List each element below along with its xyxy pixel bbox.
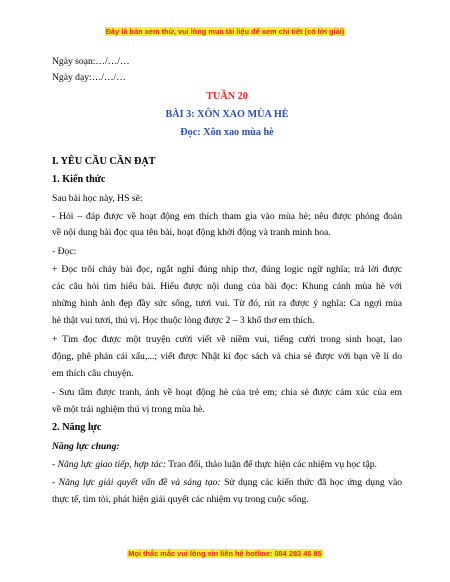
paragraph-line: - Hỏi – đáp được về hoạt động em thích tham gia vào mùa hè; nêu được phỏng đoán	[52, 211, 402, 222]
competence-text: Sử dụng các kiến thức đã học ứng dụng vào	[220, 477, 402, 488]
preview-banner-text: Đây là bản xem thử, vui lòng mua tài liệu để xem chi tiết (có lời giải)	[105, 27, 345, 36]
subsection-knowledge: 1. Kiến thức	[52, 174, 106, 185]
lesson-title: BÀI 3: XÔN XAO MÙA HÈ	[165, 109, 289, 120]
section-heading: I. YÊU CẦU CẦN ĐẠT	[52, 156, 156, 167]
paragraph-line: hè thật vui tươi, thú vị. Học thuộc lòng được 2 – 3 khổ thơ em thích.	[52, 315, 315, 326]
paragraph-line: các câu hỏi tìm hiểu bài. Hiểu được nội dung của bài đọc: Khung cảnh mùa hè với	[52, 281, 402, 292]
paragraph-line: thực tế, tìm tòi, phát hiện giải quyết các nhiệm vụ trong cuộc sống.	[52, 494, 309, 505]
competence-text: Trao đổi, thảo luận để thực hiện các nhiệm vụ học tập.	[166, 459, 377, 470]
paragraph-line: động, phê phán cái xấu,...; viết được Nhật kí đọc sách và chia sẻ được với bạn về lí do	[52, 351, 402, 362]
paragraph-line: - Sưu tầm được tranh, ảnh về hoạt động hè của trẻ em; chia sẻ được cảm xúc của em	[52, 387, 402, 398]
subsection-competence: 2. Năng lực	[52, 422, 102, 433]
hotline-banner-text: Mọi thắc mắc vui lòng xin liên hệ hotline: 084 283 45 85	[128, 549, 322, 558]
paragraph-line: + Đọc trôi chảy bài đọc, ngắt nghỉ đúng nhịp thơ, đúng logic ngữ nghĩa; trả lời được	[52, 264, 402, 275]
paragraph-line: em thích câu chuyện.	[52, 368, 134, 379]
paragraph-line: về một trải nghiệm thú vị trong mùa hè.	[52, 404, 205, 415]
competence-label: - Năng lực giải quyết vấn đề và sáng tạo:	[52, 477, 221, 488]
paragraph-line: về nội dung bài đọc qua tên bài, hoạt động khởi động và tranh minh hoa.	[52, 227, 331, 238]
week-title: TUẦN 20	[206, 91, 248, 102]
competence-label: - Năng lực giao tiếp, hợp tác:	[52, 459, 167, 470]
intro-text: Sau bài học này, HS sẽ:	[52, 193, 143, 204]
competence-item	[52, 477, 402, 489]
preview-banner	[0, 27, 450, 36]
date-prepared: Ngày soạn:…/…/…	[52, 56, 130, 67]
paragraph-line: những hình ảnh đẹp đầy sức sống, tươi vui. Từ đó, rút ra được ý nghĩa: Ca ngợi mùa	[52, 298, 402, 309]
reading-label: - Đọc:	[52, 246, 77, 257]
competence-item	[52, 459, 402, 471]
general-competence-label: Năng lực chung:	[52, 441, 120, 452]
date-taught: Ngày dạy:…/…/…	[52, 72, 126, 83]
reading-title: Đọc: Xôn xao mùa hè	[180, 127, 274, 138]
hotline-banner	[0, 549, 450, 558]
paragraph-line: + Tìm đọc được một truyện cười viết về niềm vui, tiếng cười trong sinh hoạt, lao	[52, 334, 402, 345]
